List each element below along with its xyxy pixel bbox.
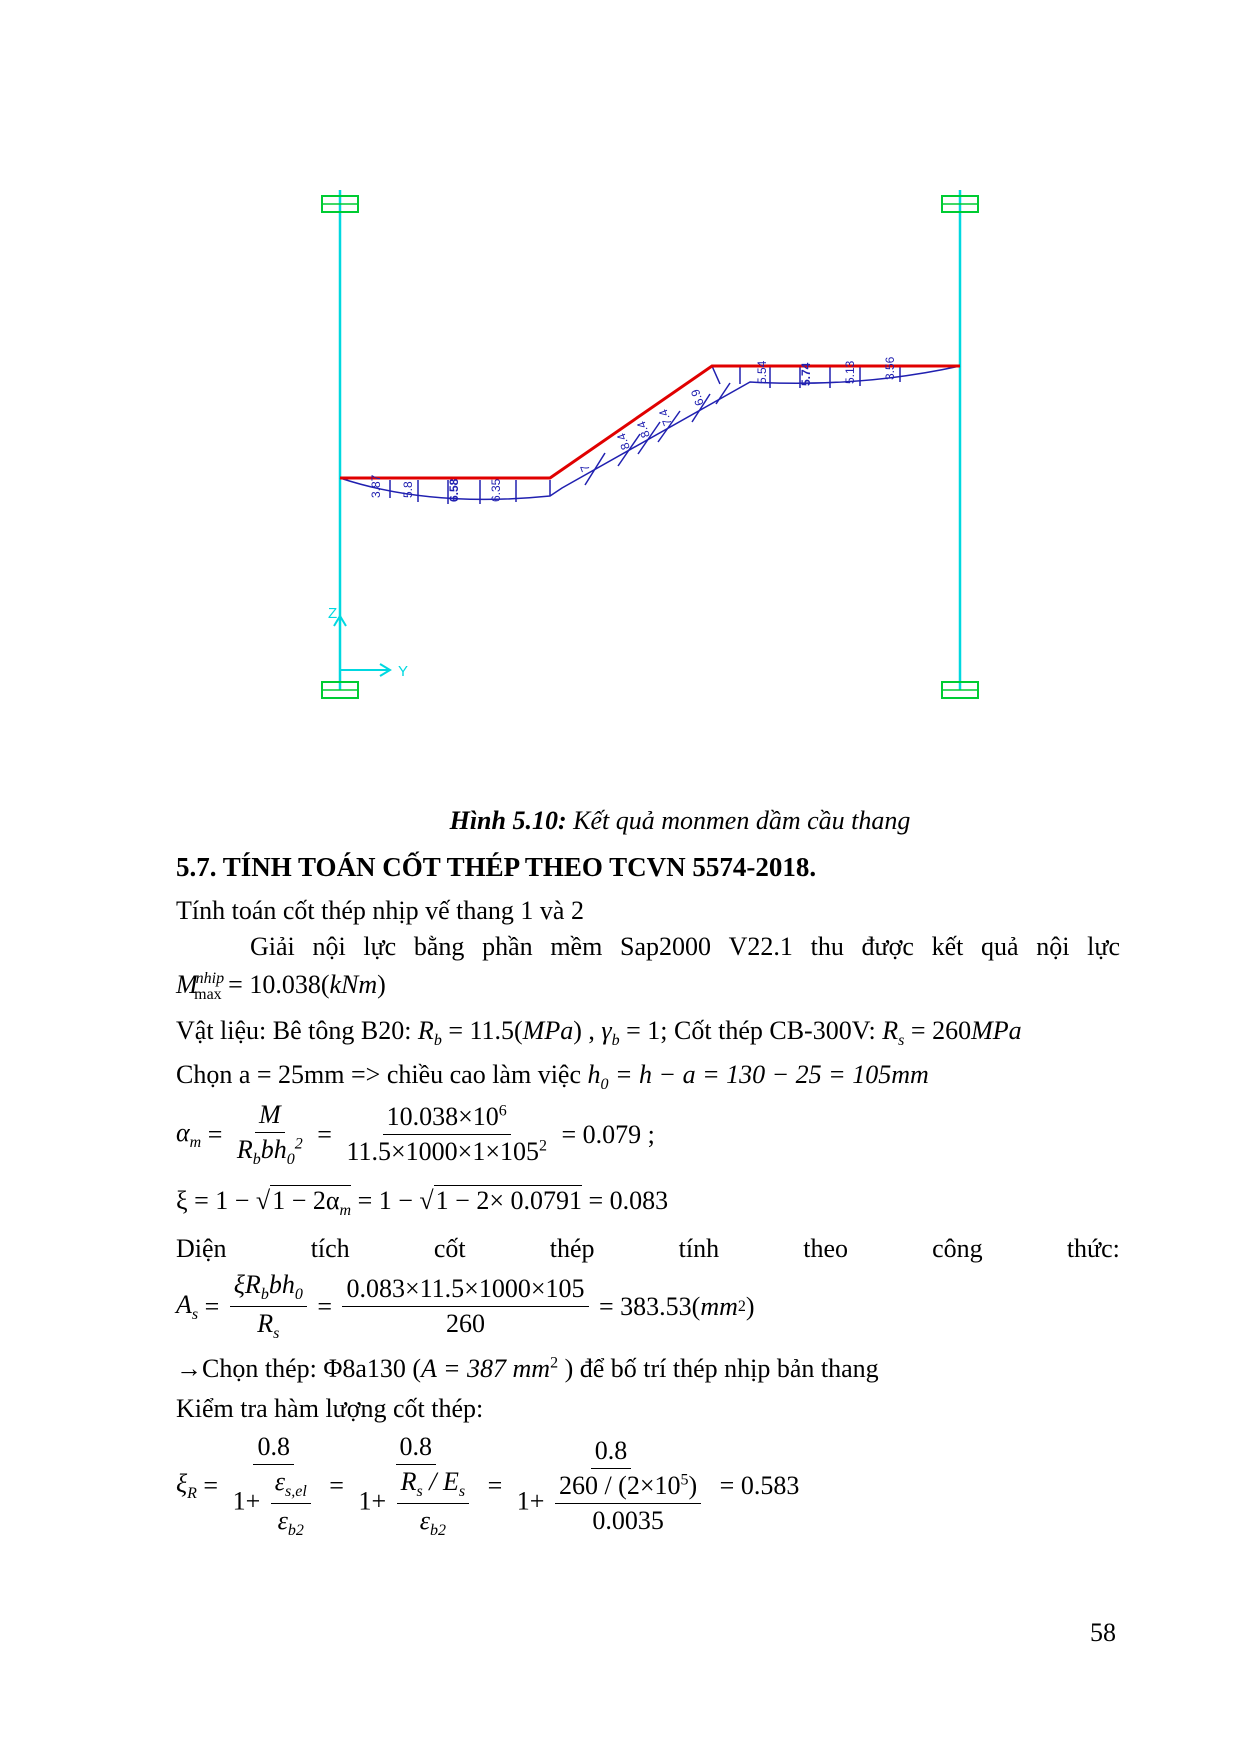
text-line-justified: Diện tích cốt thép tính theo công thức: (176, 1234, 1120, 1263)
mmax-formula: $M^{nhip}_{max} = 10.038(kNm)$ (176, 970, 386, 1004)
moment-label: 7 (577, 462, 593, 474)
moment-diagram (300, 190, 1000, 790)
xi-formula: $\xi = 1 - √1 - 2\alpha_m = 1 - √1 - 2\times 0.0791 = 0.083$ (176, 1186, 669, 1220)
as-formula: $A_s$ = $\frac{\xi R_bbh_0}{R_s}$ = $\frac{0.083\times 11.5\times 1000\times 105}{260}$ = 383.53( mm 2 ) (176, 1270, 755, 1343)
axis-y-label: Y (398, 663, 409, 680)
xir-formula: $\xi_R$ = 0.8 1+ $\frac{\varepsilon_{s,el}}{\varepsilon_{b2}}$ = 0.8 1+ $\frac{R_s / E_s}{\varepsilon_{b2}}$ = 0.8 1+ $\frac{260 / (2\times 10^5)}{0.0035}$ = 0.583 (176, 1432, 800, 1540)
moment-label: 5.13 (843, 360, 857, 384)
page-number: 58 (1090, 1618, 1116, 1647)
moment-label: 7.4 (655, 407, 675, 428)
material-line: Vật liệu: Bê tông B20: $R_b = 11.5(MPa)$ , $\gamma_b = 1$; Cốt thép CB-300V: $R_s = 260MPa$ (176, 1016, 1022, 1050)
moment-label: 8.4 (613, 431, 633, 452)
caption-label: Hình 5.10: (449, 806, 567, 835)
caption-text: Kết quả monmen dầm cầu thang (566, 806, 911, 835)
choose-a-line: Chọn a = 25mm => chiều cao làm việc $h_0 = h - a = 130 - 25 = 105mm$ (176, 1060, 929, 1094)
moment-label: 3.56 (883, 356, 897, 380)
axis-indicator (334, 616, 390, 676)
choose-steel-line: →Chọn thép: Φ8a130 (A = 387 $mm^2$ ) để bố trí thép nhịp bản thang (176, 1354, 879, 1383)
stair-beam (340, 366, 960, 478)
moment-label: 5.8 (401, 481, 415, 498)
check-line: Kiểm tra hàm lượng cốt thép: (176, 1394, 484, 1423)
section-heading: 5.7. TÍNH TOÁN CỐT THÉP THEO TCVN 5574-2018. (176, 852, 817, 882)
moment-label: 5.74 (799, 362, 813, 386)
figure-caption (0, 806, 1240, 836)
alpha-formula: $\alpha_m$ = $\frac{M}{R_bbh_0^2}$ = $\frac{10.038\times 10^6}{11.5\times 1000\times 1\times 105^2}$ = 0.079 ; (176, 1100, 655, 1169)
moment-label: 6.35 (489, 478, 503, 502)
axis-z-label: Z (328, 605, 338, 622)
text-line-justified: Giải nội lực bằng phần mềm Sap2000 V22.1 thu được kết quả nội lực (250, 932, 1120, 961)
moment-label: 8.4 (633, 419, 653, 440)
moment-label: 6.9 (687, 387, 707, 408)
text-line: Tính toán cốt thép nhịp vế thang 1 và 2 (176, 896, 584, 925)
moment-label: 6.58 (447, 478, 461, 502)
moment-label: 5.54 (755, 360, 769, 384)
moment-label: 3.87 (369, 474, 383, 498)
